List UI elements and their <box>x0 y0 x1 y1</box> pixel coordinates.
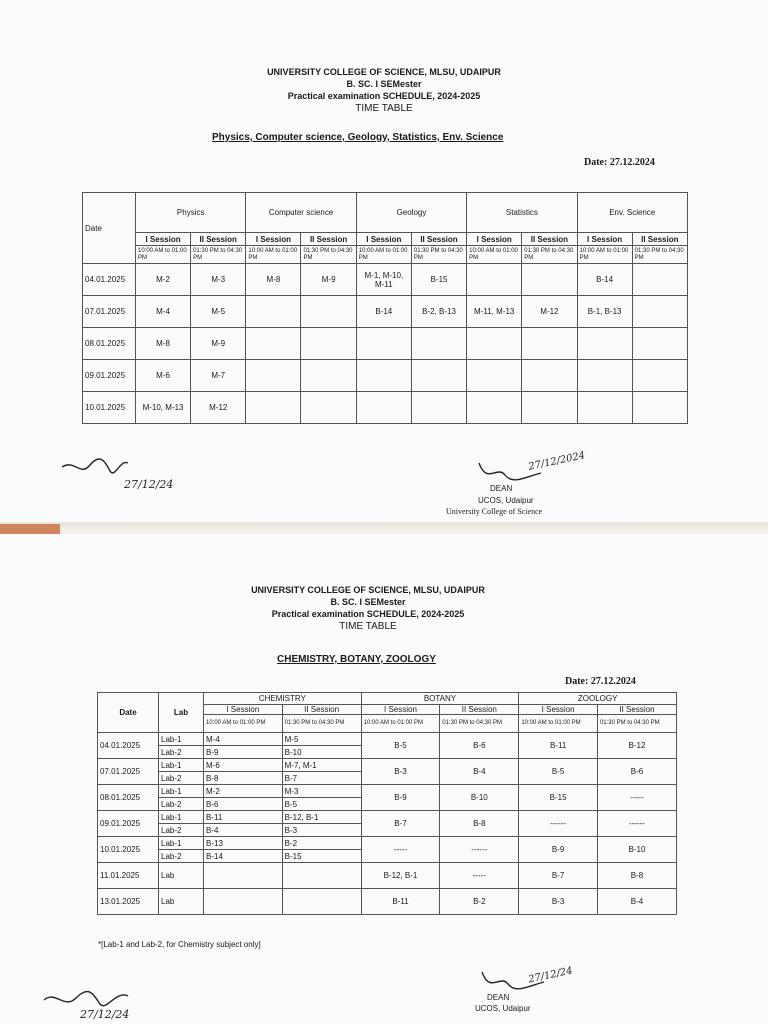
table-row <box>98 863 677 889</box>
batch-cell <box>632 264 687 296</box>
zoology-session2-cell: B-8 <box>597 863 676 889</box>
session-time: 10:00 AM to 01:00 PM <box>204 715 283 733</box>
col-header-subject: CHEMISTRY <box>204 693 362 705</box>
row-lab: Lab-1 <box>159 811 204 824</box>
table-row <box>98 759 677 772</box>
page1-subjects-title: Physics, Computer science, Geology, Statistics, Env. Science <box>212 132 504 143</box>
session-header: I Session <box>204 705 283 715</box>
session-header: I Session <box>356 233 411 246</box>
row-date: 04.01.2025 <box>83 264 136 296</box>
col-header-subject: Physics <box>136 193 246 233</box>
batch-cell <box>467 360 522 392</box>
session-header: I Session <box>577 233 632 246</box>
row-date: 11.01.2025 <box>98 863 159 889</box>
zoology-session2-cell: ----- <box>597 785 676 811</box>
session-header: I Session <box>519 705 598 715</box>
batch-cell <box>632 360 687 392</box>
chemistry-session2-cell: B-15 <box>282 850 361 863</box>
session-time: 10:00 AM to 01:00 PM <box>356 246 411 264</box>
table-row <box>83 392 688 424</box>
batch-cell: M-9 <box>191 328 246 360</box>
signature-left-date: 27/12/24 <box>124 478 174 491</box>
botany-session2-cell: ------ <box>440 837 519 863</box>
chemistry-session2-cell <box>282 863 361 889</box>
table-row <box>98 889 677 915</box>
table-row <box>83 296 688 328</box>
session-time: 01:30 PM to 04:30 PM <box>632 246 687 264</box>
col-header-date: Date <box>83 193 136 264</box>
row-date: 10.01.2025 <box>98 837 159 863</box>
botany-session1-cell: B-5 <box>361 733 440 759</box>
signature-right-date: 27/12/24 <box>527 965 574 986</box>
row-date: 07.01.2025 <box>98 759 159 785</box>
row-date: 09.01.2025 <box>98 811 159 837</box>
batch-cell: M-12 <box>191 392 246 424</box>
batch-cell <box>246 328 301 360</box>
zoology-session2-cell: B-10 <box>597 837 676 863</box>
session-time: 01:30 PM to 04:30 PM <box>522 246 577 264</box>
zoology-session1-cell: B-11 <box>519 733 598 759</box>
chemistry-session2-cell: B-12, B-1 <box>282 811 361 824</box>
session-header: I Session <box>136 233 191 246</box>
batch-cell: M-1, M-10, M-11 <box>356 264 411 296</box>
botany-session2-cell: ----- <box>440 863 519 889</box>
header-exam: Practical examination SCHEDULE, 2024-2025 <box>287 91 481 101</box>
row-date: 07.01.2025 <box>83 296 136 328</box>
header-class: B. SC. I SEMester <box>330 597 406 607</box>
batch-cell <box>522 264 577 296</box>
chemistry-session2-cell: B-10 <box>282 746 361 759</box>
chemistry-session1-cell <box>204 863 283 889</box>
chemistry-session2-cell: M-3 <box>282 785 361 798</box>
botany-session2-cell: B-10 <box>440 785 519 811</box>
zoology-session1-cell: B-5 <box>519 759 598 785</box>
batch-cell: M-2 <box>136 264 191 296</box>
signature-left-date: 27/12/24 <box>80 1008 130 1021</box>
batch-cell <box>522 392 577 424</box>
session-time: 10:00 AM to 01:00 PM <box>467 246 522 264</box>
botany-session1-cell: B-12, B-1 <box>361 863 440 889</box>
session-time: 10:00 AM to 01:00 PM <box>136 246 191 264</box>
chemistry-session1-cell: B-11 <box>204 811 283 824</box>
botany-session1-cell: B-3 <box>361 759 440 785</box>
zoology-session2-cell: B-6 <box>597 759 676 785</box>
chemistry-session2-cell: B-2 <box>282 837 361 850</box>
chemistry-session1-cell: M-2 <box>204 785 283 798</box>
batch-cell <box>301 392 356 424</box>
row-lab: Lab-2 <box>159 798 204 811</box>
batch-cell: B-2, B-13 <box>411 296 466 328</box>
session-header: II Session <box>522 233 577 246</box>
chemistry-session2-cell: B-3 <box>282 824 361 837</box>
zoology-session2-cell: B-4 <box>597 889 676 915</box>
page1-dean-college: University College of Science <box>446 507 543 516</box>
batch-cell <box>577 360 632 392</box>
batch-cell: M-3 <box>191 264 246 296</box>
botany-session1-cell: B-11 <box>361 889 440 915</box>
row-lab: Lab-1 <box>159 759 204 772</box>
chemistry-session1-cell: B-13 <box>204 837 283 850</box>
session-time: 10:00 AM to 01:00 PM <box>246 246 301 264</box>
batch-cell: M-10, M-13 <box>136 392 191 424</box>
batch-cell <box>246 296 301 328</box>
col-header-subject: ZOOLOGY <box>519 693 677 705</box>
batch-cell <box>411 360 466 392</box>
footnote: *[Lab-1 and Lab-2, for Chemistry subject only] <box>98 940 261 949</box>
chemistry-session1-cell: B-4 <box>204 824 283 837</box>
botany-session2-cell: B-2 <box>440 889 519 915</box>
session-time: 01:30 PM to 04:30 PM <box>301 246 356 264</box>
batch-cell <box>356 328 411 360</box>
session-time: 01:30 PM to 04:30 PM <box>597 715 676 733</box>
batch-cell <box>632 296 687 328</box>
zoology-session2-cell: ------ <box>597 811 676 837</box>
batch-cell: B-1, B-13 <box>577 296 632 328</box>
table-row <box>98 837 677 850</box>
table-row <box>83 264 688 296</box>
page2-dean-office: UCOS, Udaipur <box>475 1004 531 1013</box>
session-time: 01:30 PM to 04:30 PM <box>282 715 361 733</box>
batch-cell: M-7 <box>191 360 246 392</box>
header-college: UNIVERSITY COLLEGE OF SCIENCE, MLSU, UDAIPUR <box>251 585 485 595</box>
batch-cell: M-4 <box>136 296 191 328</box>
batch-cell: M-6 <box>136 360 191 392</box>
session-header: II Session <box>282 705 361 715</box>
batch-cell <box>411 392 466 424</box>
row-lab: Lab-2 <box>159 772 204 785</box>
zoology-session1-cell: ------ <box>519 811 598 837</box>
batch-cell: M-8 <box>246 264 301 296</box>
page2-subjects-title: CHEMISTRY, BOTANY, ZOOLOGY <box>277 654 436 665</box>
chemistry-session2-cell: B-5 <box>282 798 361 811</box>
chemistry-session1-cell: B-14 <box>204 850 283 863</box>
zoology-session1-cell: B-7 <box>519 863 598 889</box>
session-time: 01:30 PM to 04:30 PM <box>440 715 519 733</box>
session-header: I Session <box>467 233 522 246</box>
page1-date: Date: 27.12.2024 <box>584 157 655 168</box>
page2-date: Date: 27.12.2024 <box>565 676 636 687</box>
batch-cell: B-14 <box>577 264 632 296</box>
chemistry-session2-cell <box>282 889 361 915</box>
zoology-session1-cell: B-9 <box>519 837 598 863</box>
batch-cell <box>301 296 356 328</box>
chemistry-session1-cell: M-4 <box>204 733 283 746</box>
row-lab: Lab-2 <box>159 824 204 837</box>
batch-cell: M-5 <box>191 296 246 328</box>
page2-dean-title: DEAN <box>487 993 510 1002</box>
session-header: II Session <box>597 705 676 715</box>
session-time: 01:30 PM to 04:30 PM <box>411 246 466 264</box>
chemistry-session2-cell: M-5 <box>282 733 361 746</box>
row-lab: Lab-1 <box>159 733 204 746</box>
col-header-subject: BOTANY <box>361 693 519 705</box>
session-header: II Session <box>440 705 519 715</box>
batch-cell <box>577 392 632 424</box>
chemistry-session1-cell: B-8 <box>204 772 283 785</box>
batch-cell <box>246 360 301 392</box>
col-header-lab: Lab <box>159 693 204 733</box>
col-header-subject: Statistics <box>467 193 577 233</box>
page1-timetable <box>82 192 688 424</box>
batch-cell <box>467 328 522 360</box>
session-header: II Session <box>411 233 466 246</box>
batch-cell <box>467 264 522 296</box>
col-header-date: Date <box>98 693 159 733</box>
batch-cell <box>301 360 356 392</box>
row-date: 09.01.2025 <box>83 360 136 392</box>
batch-cell: B-14 <box>356 296 411 328</box>
session-header: II Session <box>632 233 687 246</box>
batch-cell: B-15 <box>411 264 466 296</box>
chemistry-session1-cell <box>204 889 283 915</box>
page2-timetable <box>97 692 677 915</box>
chemistry-session2-cell: B-7 <box>282 772 361 785</box>
session-time: 01:30 PM to 04:30 PM <box>191 246 246 264</box>
row-date: 13.01.2025 <box>98 889 159 915</box>
page1-dean-office: UCOS, Udaipur <box>478 496 534 505</box>
batch-cell <box>632 392 687 424</box>
session-header: II Session <box>301 233 356 246</box>
chemistry-session2-cell: M-7, M-1 <box>282 759 361 772</box>
session-header: I Session <box>246 233 301 246</box>
header-timetable: TIME TABLE <box>355 103 413 114</box>
botany-session1-cell: ----- <box>361 837 440 863</box>
row-date: 10.01.2025 <box>83 392 136 424</box>
row-lab: Lab <box>159 863 204 889</box>
botany-session2-cell: B-8 <box>440 811 519 837</box>
zoology-session1-cell: B-3 <box>519 889 598 915</box>
col-header-subject: Geology <box>356 193 466 233</box>
row-lab: Lab-1 <box>159 785 204 798</box>
row-lab: Lab-2 <box>159 746 204 759</box>
schedule-page-2 <box>0 534 768 1024</box>
session-header: II Session <box>191 233 246 246</box>
session-time: 10:00 AM to 01:00 PM <box>577 246 632 264</box>
signature-right-date: 27/12/2024 <box>527 450 587 473</box>
table-row <box>98 785 677 798</box>
row-lab: Lab <box>159 889 204 915</box>
botany-session2-cell: B-4 <box>440 759 519 785</box>
batch-cell <box>356 360 411 392</box>
batch-cell <box>246 392 301 424</box>
batch-cell <box>467 392 522 424</box>
header-exam: Practical examination SCHEDULE, 2024-2025 <box>271 609 465 619</box>
header-timetable: TIME TABLE <box>339 621 397 632</box>
page1-dean-title: DEAN <box>490 484 513 493</box>
chemistry-session1-cell: B-9 <box>204 746 283 759</box>
zoology-session2-cell: B-12 <box>597 733 676 759</box>
table-row <box>83 360 688 392</box>
table-row <box>83 328 688 360</box>
batch-cell <box>522 328 577 360</box>
batch-cell <box>632 328 687 360</box>
botany-session1-cell: B-7 <box>361 811 440 837</box>
row-date: 08.01.2025 <box>83 328 136 360</box>
batch-cell <box>577 328 632 360</box>
table-row <box>98 733 677 746</box>
session-time: 10:00 AM to 01:00 PM <box>361 715 440 733</box>
batch-cell: M-11, M-13 <box>467 296 522 328</box>
session-header: I Session <box>361 705 440 715</box>
row-lab: Lab-2 <box>159 850 204 863</box>
table-row <box>98 811 677 824</box>
row-lab: Lab-1 <box>159 837 204 850</box>
page1-header <box>184 66 584 115</box>
batch-cell <box>301 328 356 360</box>
header-college: UNIVERSITY COLLEGE OF SCIENCE, MLSU, UDAIPUR <box>267 67 501 77</box>
chemistry-session1-cell: M-6 <box>204 759 283 772</box>
session-time: 10:00 AM to 01:00 PM <box>519 715 598 733</box>
col-header-subject: Env. Science <box>577 193 687 233</box>
botany-session2-cell: B-6 <box>440 733 519 759</box>
batch-cell: M-9 <box>301 264 356 296</box>
batch-cell: M-12 <box>522 296 577 328</box>
col-header-subject: Computer science <box>246 193 356 233</box>
batch-cell <box>356 392 411 424</box>
header-class: B. SC. I SEMester <box>346 79 422 89</box>
batch-cell <box>522 360 577 392</box>
batch-cell: M-8 <box>136 328 191 360</box>
botany-session1-cell: B-9 <box>361 785 440 811</box>
row-date: 04.01.2025 <box>98 733 159 759</box>
row-date: 08.01.2025 <box>98 785 159 811</box>
chemistry-session1-cell: B-6 <box>204 798 283 811</box>
zoology-session1-cell: B-15 <box>519 785 598 811</box>
page2-header <box>168 584 568 633</box>
batch-cell <box>411 328 466 360</box>
